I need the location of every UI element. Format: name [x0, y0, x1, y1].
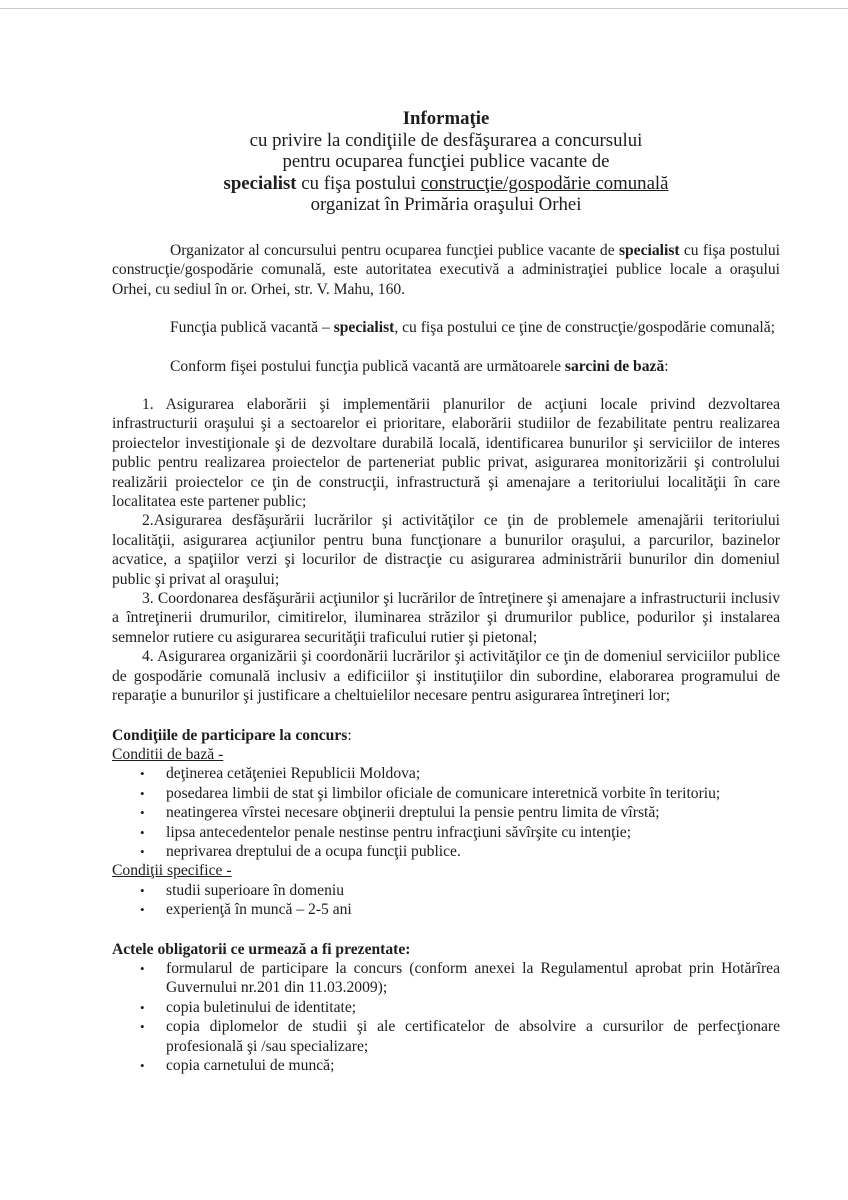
task-item: 1. Asigurarea elaborării şi implementării planurilor de acţiuni locale privind dezvoltarea infrastructurii oraşului şi a sectoarelor ei prioritare, elaborării studiilor de fezabilitate pentru realizarea proiectelor investiţionale şi de dezvoltare durabilă locală, identificarea bunurilor şi serviciilor de interes public pentru realizarea proiectelor de parteneriat public privat, asigurarea monitorizării şi controlului realizării proiectelor ce ţin de construcţii, infrastructură şi amenajare a teritoriului localităţii în care localitatea este partener public; — [112, 396, 780, 511]
bold-text: sarcini de bază — [564, 357, 665, 375]
text: Funcţia publică vacantă – — [170, 319, 334, 337]
text: , cu fişa postului ce ţine de construcţie/gospodărie comunală; — [394, 319, 775, 337]
intro-paragraph-tasks — [112, 357, 780, 376]
list-item: • copia diplomelor de studii şi ale certificatelor de absolvire a cursurilor de perfecţionare profesională şi /sau specializare; — [166, 1017, 780, 1056]
list-item: • copia carnetului de muncă; — [166, 1056, 780, 1075]
document-page — [112, 108, 780, 1075]
list-item: • posedarea limbii de stat şi limbilor oficiale de comunicare interetnică vorbite în teritoriu; — [166, 784, 780, 803]
header-line: organizat în Primăria oraşului Orhei — [310, 194, 582, 216]
list-item: • neatingerea vîrstei necesare obţinerii dreptului la pensie pentru limita de vîrstă; — [166, 803, 780, 822]
text: : — [347, 726, 352, 744]
header-line: cu privire la condiţiile de desfăşurarea a concursului — [249, 129, 643, 151]
bold-text: specialist — [618, 241, 680, 259]
list-item: • formularul de participare la concurs (conform anexei la Regulamentul aprobat prin Hotărîrea Guvernului nr.201 din 11.03.2009); — [166, 959, 780, 998]
list-item: • deţinerea cetăţeniei Republicii Moldova; — [166, 764, 780, 783]
intro-paragraph-organizer — [112, 241, 780, 299]
document-header — [112, 108, 780, 216]
text: cu fişa postului construcţie/gospodărie comunală, este autoritatea executivă a administraţiei publice locale a oraşului Orhei, cu sediul în or. Orhei, str. V. Mahu, 160. — [112, 241, 780, 298]
tasks-list — [112, 395, 780, 706]
specific-conditions-list — [112, 881, 780, 920]
text: Organizator al concursului pentru ocuparea funcţiei publice vacante de — [170, 241, 619, 259]
bold-text: Condiţiile de participare la concurs — [112, 726, 348, 744]
documents-title — [112, 940, 780, 959]
basic-conditions-title: Conditii de bază - — [112, 745, 224, 763]
documents-section — [112, 940, 780, 1076]
list-item: • experienţă în muncă – 2-5 ani — [166, 900, 780, 919]
task-item: 2.Asigurarea desfăşurării lucrărilor şi activităţilor ce ţin de problemele amenajării teritoriului localităţii, asigurarea acţiunilor pentru buna funcţionare a bunurilor oraşului, a parcurilor, bazinelor acvatice, a spaţiilor verzi şi locurilor de distracţie cu asigurarea administrării bunurilor din domeniul public şi privat al oraşului; — [112, 512, 780, 588]
list-item: • studii superioare în domeniu — [166, 881, 780, 900]
basic-conditions-list — [112, 764, 780, 861]
scan-top-edge — [0, 8, 848, 9]
task-item: 3. Coordonarea desfăşurării acţiunilor şi lucrărilor de întreţinere şi amenajare a infrastructurii inclusiv a întreţinerii drumurilor, cimitirelor, iluminarea străzilor şi drumurilor publice, podurilor şi instalarea semnelor rutiere cu asigurarea securităţii traficului rutier şi pietonal; — [112, 590, 780, 646]
text: Conform fişei postului funcţia publică vacantă are următoarele — [170, 357, 565, 375]
header-line: pentru ocuparea funcţiei publice vacante de — [282, 151, 610, 173]
list-item: • neprivarea dreptului de a ocupa funcţii publice. — [166, 842, 780, 861]
header-line — [112, 173, 780, 195]
document-title: Informaţie — [402, 108, 490, 129]
text: : — [664, 357, 669, 375]
conditions-section — [112, 726, 780, 920]
position-name: specialist — [223, 172, 297, 194]
task-item: 4. Asigurarea organizării şi coordonării lucrărilor şi activităţilor ce ţin de domeniul serviciilor publice de gospodărie comunală inclusiv a edificiilor şi instituţiilor din subordine, elaborarea programului de reparaţie a bunurilor şi justificare a cheltuielilor necesare pentru asigurarea întreţineri lor; — [112, 648, 780, 705]
list-item: • lipsa antecedentelor penale nestinse pentru infracţiuni săvîrşite cu intenţie; — [166, 823, 780, 842]
documents-list — [112, 959, 780, 1075]
specific-conditions-title: Condiţii specifice - — [112, 862, 232, 880]
intro-paragraph-position — [112, 318, 780, 337]
conditions-title — [112, 726, 780, 745]
post-profile: construcţie/gospodărie comunală — [420, 172, 669, 194]
bold-text: Actele obligatorii ce urmează a fi prezentate: — [112, 940, 411, 958]
bold-text: specialist — [333, 319, 395, 337]
list-item: • copia buletinului de identitate; — [166, 998, 780, 1017]
header-text: cu fişa postului — [296, 172, 421, 194]
